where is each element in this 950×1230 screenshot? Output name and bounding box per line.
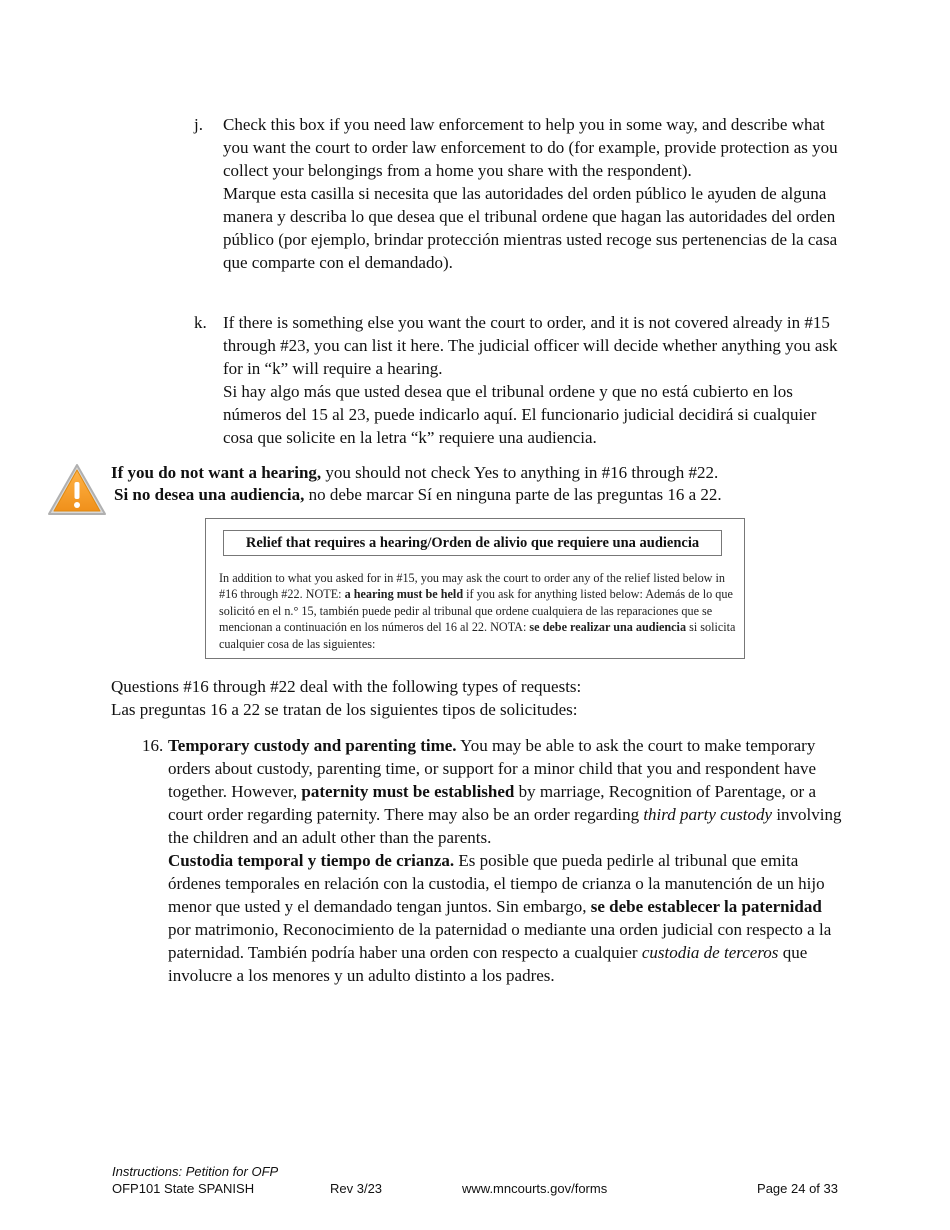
footer-url: www.mncourts.gov/forms: [462, 1181, 608, 1196]
relief-box-body: In addition to what you asked for in #15, you may ask the court to order any of the relief listed below in #16 through #22. NOTE: a hearing must be held if you ask for anything listed below: Además de lo que solicitó en el n.° 15, también puede pedir al tribunal que ordene cualquiera de las reparaciones que se mencionan a continuación en los números del 16 al 22. NOTA: se debe realizar una audiencia si solicita cualquier cosa de las siguientes:: [219, 571, 736, 651]
hearing-warning-english: If you do not want a hearing, you should not check Yes to anything in #16 through #22.: [111, 463, 719, 482]
warning-icon: [46, 462, 108, 518]
item-j-spanish: Marque esta casilla si necesita que las autoridades del orden público le ayuden de alguna manera y describa lo que desea que el tribunal ordene que hagan las autoridades del orden público (por ejemplo, brindar protección mientras usted recoge sus pertenencias de la casa que comparte con el demandado).: [223, 184, 838, 272]
footer-revision: Rev 3/23: [330, 1181, 383, 1196]
questions-intro-spanish: Las preguntas 16 a 22 se tratan de los siguientes tipos de solicitudes:: [111, 700, 578, 719]
relief-info-box: [205, 518, 745, 659]
hearing-warning-spanish: Si no desea una audiencia, no debe marcar Sí en ninguna parte de las preguntas 16 a 22.: [114, 485, 722, 504]
relief-box-title: Relief that requires a hearing/Orden de alivio que requiere una audiencia: [223, 530, 722, 556]
footer-page-number: Page 24 of 33: [757, 1181, 838, 1196]
list-marker-16: 16.: [142, 736, 164, 755]
questions-intro: [111, 675, 871, 721]
questions-intro-english: Questions #16 through #22 deal with the following types of requests:: [111, 677, 582, 696]
list-marker-k: k.: [194, 313, 207, 332]
item-16-spanish: Custodia temporal y tiempo de crianza. Es posible que pueda pedirle al tribunal que emita órdenes temporales en relación con la custodia, el tiempo de crianza o la manutención de un hijo menor que usted y el demandado tengan juntos. Sin embargo, se debe establecer la paternidad por matrimonio, Reconocimiento de la paternidad o mediante una orden judicial con respecto a la paternidad. También podría haber una orden con respecto a cualquier custodia de terceros que involucre a los menores y un adulto distinto a los padres.: [168, 851, 832, 985]
item-k-spanish: Si hay algo más que usted desea que el tribunal ordene y que no está cubierto en los números del 15 al 23, puede indicarlo aquí. El funcionario judicial decidirá si cualquier cosa que solicite en la letra “k” requiere una audiencia.: [223, 382, 817, 447]
footer-title: Instructions: Petition for OFP: [112, 1164, 279, 1179]
list-marker-j: j.: [194, 115, 203, 134]
list-item-k: [223, 311, 848, 449]
footer-form-id: OFP101 State SPANISH: [112, 1181, 255, 1196]
list-item-16: [168, 734, 848, 987]
page-footer: [112, 1163, 842, 1197]
item-j-english: Check this box if you need law enforcement to help you in some way, and describe what you want the court to order law enforcement to do (for example, provide protection as you collect your belongings from a home you share with the respondent).: [223, 115, 838, 180]
hearing-warning: [111, 462, 871, 506]
item-16-english: Temporary custody and parenting time. You may be able to ask the court to make temporary orders about custody, parenting time, or support for a minor child that you and respondent have together. However, paternity must be established by marriage, Recognition of Parentage, or a court order regarding paternity. There may also be an order regarding third party custody involving the children and an adult other than the parents.: [168, 736, 842, 847]
item-k-english: If there is something else you want the court to order, and it is not covered already in #15 through #23, you can list it here. The judicial officer will decide whether anything you ask for in “k” will require a hearing.: [223, 313, 838, 378]
list-item-j: [223, 113, 848, 274]
